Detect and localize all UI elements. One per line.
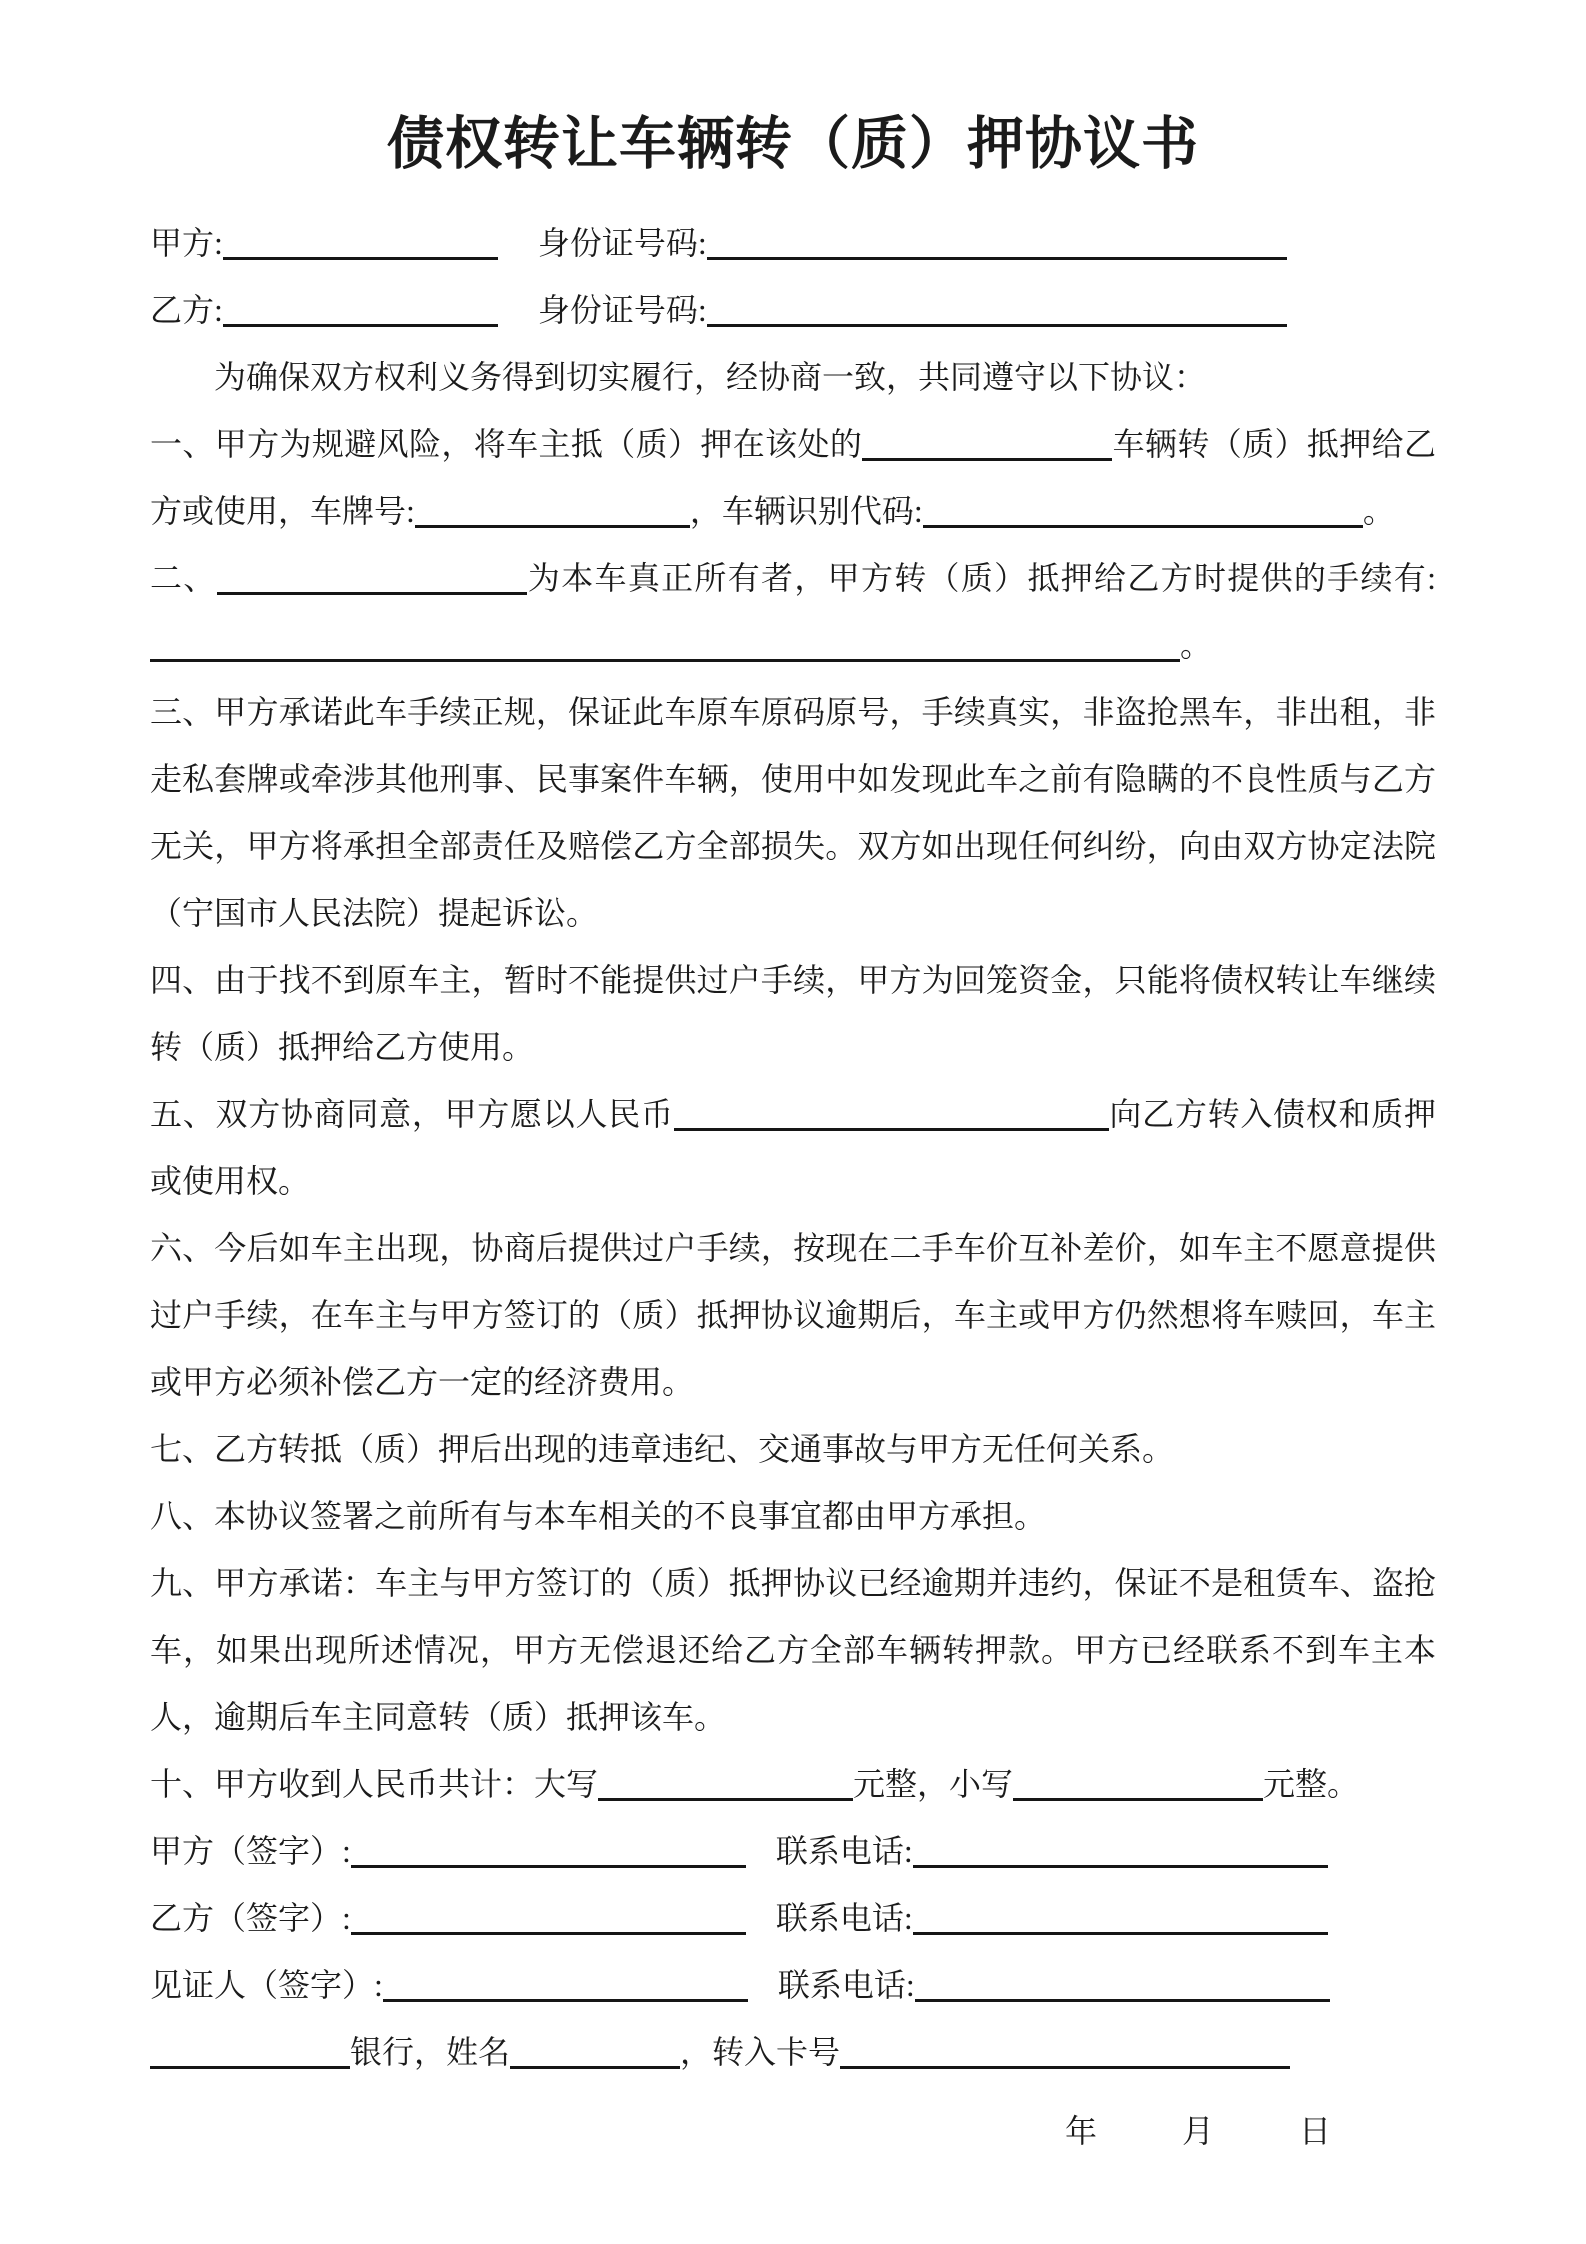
- bank-transfer-row: [150, 2019, 1436, 2086]
- clause-1-text-3: ，车辆识别代码:: [689, 493, 923, 529]
- card-number-blank: [840, 2062, 1290, 2069]
- clause-10-text-1: 十、甲方收到人民币共计：大写: [150, 1766, 599, 1802]
- contract-title: 债权转让车辆转（质）押协议书: [387, 113, 1199, 176]
- clause-1-text-1: 一、甲方为规避风险，将车主抵（质）押在该处的: [150, 426, 863, 462]
- party-b-id-blank: [707, 320, 1287, 327]
- signature-row-witness: [150, 1952, 1436, 2019]
- clause-10-text-2: 元整，小写: [853, 1766, 1014, 1802]
- intro-paragraph: 为确保双方权利义务得到切实履行，经协商一致，共同遵守以下协议：: [214, 359, 1207, 395]
- witness-phone-label: 联系电话:: [777, 1967, 915, 2003]
- clause-2-text: 为本车真正所有者，甲方转（质）抵押给乙方时提供的手续有:: [526, 560, 1436, 596]
- clause-2-owner-blank: [217, 588, 527, 595]
- party-a-label: 甲方:: [150, 225, 223, 261]
- party-b-id-label: 身份证号码:: [537, 292, 707, 328]
- bank-label: 银行，姓名: [350, 2034, 511, 2070]
- party-a-phone-blank: [913, 1861, 1328, 1868]
- clause-2-documents-blank: [150, 655, 1180, 662]
- party-a-id-blank: [707, 253, 1287, 260]
- clause-1-location-blank: [862, 454, 1112, 461]
- payee-name-blank: [510, 2062, 680, 2069]
- party-a-signature-blank: [351, 1861, 746, 1868]
- clause-10-amount-words-blank: [598, 1794, 853, 1801]
- clause-10: [150, 1751, 1436, 1818]
- witness-signature-label: 见证人（签字）:: [150, 1967, 383, 2003]
- clause-1-plate-number-blank: [415, 521, 690, 528]
- clause-3: 三、甲方承诺此车手续正规，保证此车原车原码原号，手续真实，非盗抢黑车，非出租，非走私套牌或牵涉其他刑事、民事案件车辆，使用中如发现此车之前有隐瞒的不良性质与乙方无关，甲方将承担全部责任及赔偿乙方全部损失。双方如出现任何纠纷，向由双方协定法院（宁国市人民法院）提起诉讼。: [150, 694, 1436, 931]
- party-a-row: [150, 210, 1436, 277]
- date-row: [150, 2098, 1436, 2165]
- clause-2: [150, 545, 1436, 679]
- clause-5-text-2: 向乙方转入债权和质押或使用权。: [150, 1096, 1436, 1199]
- date-month-label: 月: [1182, 2113, 1215, 2149]
- party-b-phone-blank: [913, 1928, 1328, 1935]
- clause-1-vin-blank: [923, 521, 1363, 528]
- bank-name-blank: [150, 2062, 350, 2069]
- party-a-phone-label: 联系电话:: [775, 1833, 913, 1869]
- party-b-signature-blank: [351, 1928, 746, 1935]
- clause-1-period: 。: [1362, 493, 1395, 529]
- clause-2-number: 二、: [150, 560, 217, 596]
- party-b-label: 乙方:: [150, 292, 223, 328]
- witness-phone-blank: [915, 1995, 1330, 2002]
- party-a-id-label: 身份证号码:: [537, 225, 707, 261]
- clause-6: 六、今后如车主出现，协商后提供过户手续，按现在二手车价互补差价，如车主不愿意提供过户手续，在车主与甲方签订的（质）抵押协议逾期后，车主或甲方仍然想将车赎回，车主或甲方必须补偿乙方一定的经济费用。: [150, 1230, 1436, 1400]
- party-b-row: [150, 277, 1436, 344]
- clause-5-text-1: 五、双方协商同意，甲方愿以人民币: [150, 1096, 674, 1132]
- card-label: ，转入卡号: [680, 2034, 841, 2070]
- clause-5-amount-blank: [674, 1124, 1109, 1131]
- signature-row-party-b: [150, 1885, 1436, 1952]
- party-b-signature-label: 乙方（签字）:: [150, 1900, 351, 1936]
- signature-row-party-a: [150, 1818, 1436, 1885]
- clause-9: 九、甲方承诺：车主与甲方签订的（质）抵押协议已经逾期并违约，保证不是租赁车、盗抢车，如果出现所述情况，甲方无偿退还给乙方全部车辆转押款。甲方已经联系不到车主本人，逾期后车主同意转（质）抵押该车。: [150, 1565, 1436, 1735]
- clause-1: [150, 411, 1436, 545]
- party-b-name-blank: [223, 320, 498, 327]
- clause-10-amount-figures-blank: [1013, 1794, 1263, 1801]
- clause-2-period: 。: [1180, 627, 1213, 663]
- clause-5: [150, 1081, 1436, 1215]
- clause-4: 四、由于找不到原车主，暂时不能提供过户手续，甲方为回笼资金，只能将债权转让车继续转（质）抵押给乙方使用。: [150, 962, 1436, 1065]
- witness-signature-blank: [383, 1995, 748, 2002]
- party-b-phone-label: 联系电话:: [775, 1900, 913, 1936]
- party-a-signature-label: 甲方（签字）:: [150, 1833, 351, 1869]
- clause-8: 八、本协议签署之前所有与本车相关的不良事宜都由甲方承担。: [150, 1498, 1047, 1534]
- party-a-name-blank: [223, 253, 498, 260]
- clause-10-text-3: 元整。: [1263, 1766, 1360, 1802]
- clause-1-text-2: 车辆转（质）抵押给乙方或使用，车牌号:: [150, 426, 1436, 529]
- clause-7: 七、乙方转抵（质）押后出现的违章违纪、交通事故与甲方无任何关系。: [150, 1431, 1175, 1467]
- date-day-label: 日: [1299, 2113, 1332, 2149]
- date-year-label: 年: [1065, 2113, 1098, 2149]
